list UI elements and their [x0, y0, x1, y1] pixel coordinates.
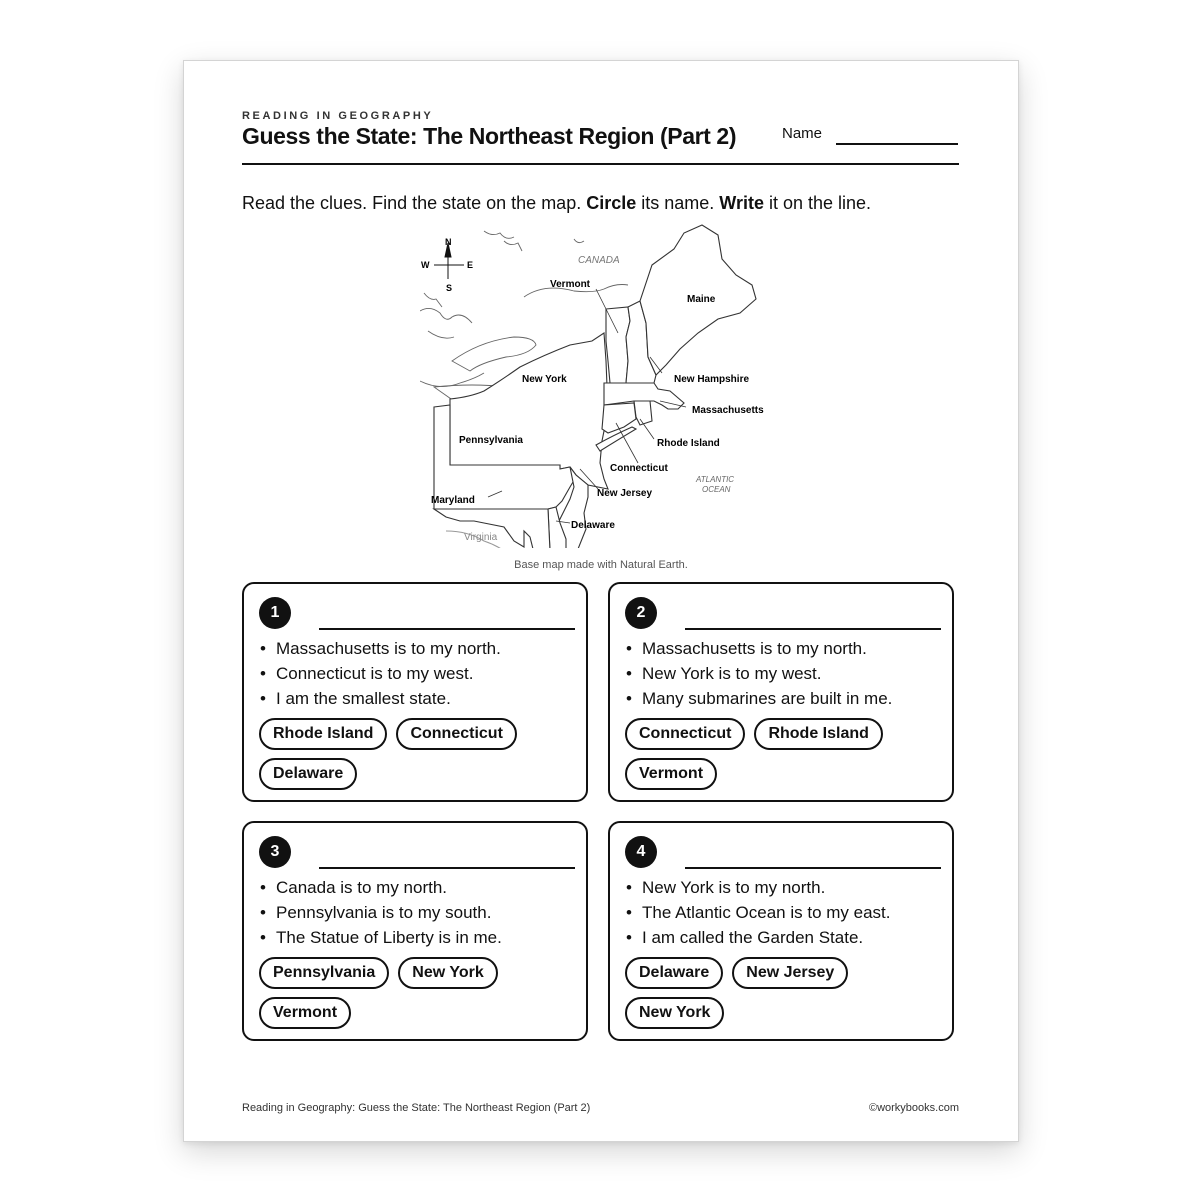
northeast-map: [420, 223, 782, 548]
option-pill[interactable]: Connecticut: [625, 718, 745, 750]
clue-item: • Many submarines are built in me.: [626, 686, 892, 711]
answer-line[interactable]: [685, 867, 941, 869]
instructions: [242, 193, 871, 214]
clue-item: • The Statue of Liberty is in me.: [260, 925, 502, 950]
option-pill[interactable]: Delaware: [259, 758, 357, 790]
label-new-hampshire: New Hampshire: [674, 374, 750, 385]
label-atlantic-1: ATLANTIC: [696, 475, 735, 484]
clue-card-4: [608, 821, 954, 1041]
label-pennsylvania: Pennsylvania: [459, 435, 523, 446]
option-pill[interactable]: New York: [625, 997, 724, 1029]
card-number: 1: [259, 597, 291, 629]
label-atlantic-2: OCEAN: [702, 485, 731, 494]
clue-card-1: [242, 582, 588, 802]
worksheet-page: [183, 60, 1019, 1142]
card-number: 3: [259, 836, 291, 868]
option-pill[interactable]: Rhode Island: [259, 718, 387, 750]
clue-list: [626, 636, 892, 711]
label-maine: Maine: [687, 294, 716, 305]
clue-card-2: [608, 582, 954, 802]
answer-options: [625, 957, 945, 1029]
series-kicker: READING IN GEOGRAPHY: [242, 110, 434, 122]
label-connecticut: Connecticut: [610, 463, 668, 474]
answer-options: [259, 957, 579, 1029]
label-new-york: New York: [522, 374, 567, 385]
label-vermont: Vermont: [550, 279, 591, 290]
label-maryland: Maryland: [431, 495, 475, 506]
clue-item: • Canada is to my north.: [260, 875, 502, 900]
clue-item: • New York is to my west.: [626, 661, 892, 686]
label-virginia: Virginia: [464, 532, 498, 543]
instructions-part-1: Read the clues. Find the state on the map.: [242, 193, 587, 213]
clue-card-3: [242, 821, 588, 1041]
clue-item: • New York is to my north.: [626, 875, 891, 900]
clue-list: [260, 636, 501, 711]
clue-item: • Massachusetts is to my north.: [260, 636, 501, 661]
card-number: 4: [625, 836, 657, 868]
answer-line[interactable]: [685, 628, 941, 630]
compass-s: S: [446, 283, 453, 293]
label-new-jersey: New Jersey: [597, 488, 653, 499]
name-field[interactable]: [836, 143, 958, 145]
instructions-part-3: it on the line.: [763, 193, 872, 213]
label-massachusetts: Massachusetts: [692, 405, 764, 416]
instructions-write: Write: [719, 193, 764, 213]
clue-item: • Connecticut is to my west.: [260, 661, 501, 686]
footer-title: Reading in Geography: Guess the State: The Northeast Region (Part 2): [242, 1102, 591, 1114]
clue-list: [260, 875, 502, 950]
clue-item: • I am called the Garden State.: [626, 925, 891, 950]
answer-options: [625, 718, 945, 790]
label-canada: CANADA: [578, 255, 620, 266]
compass-w: W: [421, 260, 430, 270]
option-pill[interactable]: New Jersey: [732, 957, 848, 989]
map-credit: Base map made with Natural Earth.: [514, 559, 688, 571]
option-pill[interactable]: Vermont: [259, 997, 351, 1029]
clue-item: • Pennsylvania is to my south.: [260, 900, 502, 925]
compass-icon: [434, 243, 464, 279]
instructions-part-2: its name.: [636, 193, 720, 213]
card-number: 2: [625, 597, 657, 629]
name-label: Name: [782, 125, 823, 142]
option-pill[interactable]: Delaware: [625, 957, 723, 989]
compass-e: E: [467, 260, 474, 270]
option-pill[interactable]: Vermont: [625, 758, 717, 790]
state-shape-rhode-island: [634, 401, 652, 425]
option-pill[interactable]: Connecticut: [396, 718, 516, 750]
option-pill[interactable]: New York: [398, 957, 497, 989]
label-rhode-island: Rhode Island: [657, 438, 720, 449]
label-delaware: Delaware: [571, 520, 615, 531]
clue-list: [626, 875, 891, 950]
answer-line[interactable]: [319, 628, 575, 630]
clue-item: • Massachusetts is to my north.: [626, 636, 892, 661]
clue-item: • The Atlantic Ocean is to my east.: [626, 900, 891, 925]
option-pill[interactable]: Rhode Island: [754, 718, 882, 750]
page-title: Guess the State: The Northeast Region (Part 2): [242, 123, 737, 149]
option-pill[interactable]: Pennsylvania: [259, 957, 389, 989]
compass-n: N: [445, 237, 452, 247]
answer-line[interactable]: [319, 867, 575, 869]
footer-copyright[interactable]: ©workybooks.com: [868, 1102, 959, 1114]
instructions-circle: Circle: [586, 193, 637, 213]
header-divider: [242, 163, 959, 165]
clue-item: • I am the smallest state.: [260, 686, 501, 711]
answer-options: [259, 718, 579, 790]
